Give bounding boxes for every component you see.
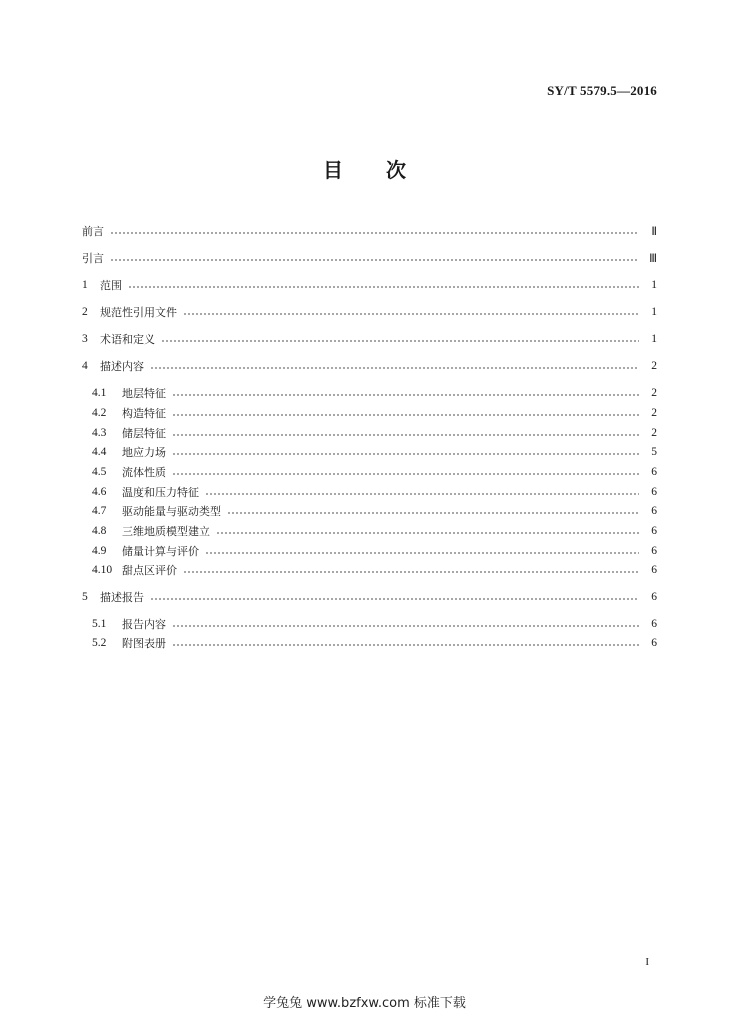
dot-leader: [161, 339, 639, 343]
toc-entry-number: 4: [82, 360, 88, 372]
page-title: 目 次: [323, 158, 406, 182]
toc-entry-page: 6: [651, 637, 657, 649]
toc-entry-number: 4.1: [92, 387, 107, 399]
toc-entry-label: 规范性引用文件: [100, 306, 177, 319]
dot-leader: [205, 492, 639, 496]
toc-entry-number: 4.6: [92, 486, 107, 498]
dot-leader: [128, 285, 639, 289]
toc-entry-number: 4.8: [92, 525, 107, 537]
toc-entry-label: 构造特征: [122, 407, 166, 420]
toc-entry-page: 6: [651, 618, 657, 630]
toc-entry-5-1[interactable]: [92, 615, 657, 633]
toc-entry-4-2[interactable]: [92, 404, 657, 422]
toc-entry-page: Ⅲ: [649, 253, 657, 265]
toc-entry-3[interactable]: [82, 330, 657, 348]
toc-entry-label: 甜点区评价: [122, 564, 177, 577]
toc-entry-number: 5.1: [92, 618, 107, 630]
toc-entry-label: 流体性质: [122, 466, 166, 479]
toc-entry-label: 三维地质模型建立: [122, 525, 210, 538]
dot-leader: [216, 531, 639, 535]
toc-entry-4-7[interactable]: [92, 502, 657, 520]
toc-entry-label: 引言: [82, 252, 104, 265]
toc-entry-4-1[interactable]: [92, 384, 657, 402]
toc-entry-5[interactable]: [82, 588, 657, 606]
toc-entry-number: 2: [82, 306, 88, 318]
toc-entry-label: 地应力场: [122, 446, 166, 459]
dot-leader: [205, 551, 639, 555]
toc-entry-label: 术语和定义: [100, 333, 155, 346]
toc-entry-4-8[interactable]: [92, 522, 657, 540]
toc-entry-number: 5: [82, 591, 88, 603]
dot-leader: [110, 258, 639, 262]
dot-leader: [172, 643, 639, 647]
toc-entry-4-9[interactable]: [92, 542, 657, 560]
toc-entry-4-3[interactable]: [92, 424, 657, 442]
toc-entry-page: 6: [651, 564, 657, 576]
toc-entry-page: Ⅱ: [651, 226, 657, 238]
toc-entry-number: 4.9: [92, 545, 107, 557]
toc-entry-page: 2: [651, 360, 657, 372]
toc-entry-number: 1: [82, 279, 88, 291]
toc-entry-label: 地层特征: [122, 387, 166, 400]
dot-leader: [227, 511, 639, 515]
toc-entry-1[interactable]: [82, 276, 657, 294]
toc-entry-number: 5.2: [92, 637, 107, 649]
toc-entry-number: 4.2: [92, 407, 107, 419]
dot-leader: [183, 570, 639, 574]
toc-entry-page: 6: [651, 486, 657, 498]
toc-entry-number: 4.7: [92, 505, 107, 517]
dot-leader: [183, 312, 639, 316]
dot-leader: [110, 231, 639, 235]
dot-leader: [172, 433, 639, 437]
toc-entry-number: 4.5: [92, 466, 107, 478]
toc-entry-page: 6: [651, 591, 657, 603]
standard-code: SY/T 5579.5—2016: [547, 83, 657, 98]
toc-entry-page: 6: [651, 525, 657, 537]
toc-entry-number: 4.3: [92, 427, 107, 439]
toc-entry-page: 2: [651, 387, 657, 399]
toc-entry-page: 1: [651, 333, 657, 345]
toc-entry-label: 前言: [82, 225, 104, 238]
toc-entry-label: 描述报告: [100, 591, 144, 604]
page-number: I: [645, 956, 649, 968]
toc-entry-number: 3: [82, 333, 88, 345]
toc-entry-label: 温度和压力特征: [122, 486, 199, 499]
dot-leader: [172, 452, 639, 456]
toc-entry-page: 6: [651, 505, 657, 517]
toc-entry-foreword[interactable]: [82, 222, 657, 240]
toc-entry-label: 描述内容: [100, 360, 144, 373]
toc-entry-5-2[interactable]: [92, 634, 657, 652]
toc-entry-label: 驱动能量与驱动类型: [122, 505, 221, 518]
toc-entry-label: 报告内容: [122, 618, 166, 631]
toc-entry-label: 储层特征: [122, 427, 166, 440]
toc-entry-page: 1: [651, 279, 657, 291]
dot-leader: [150, 366, 639, 370]
toc-entry-4-6[interactable]: [92, 483, 657, 501]
toc-entry-2[interactable]: [82, 303, 657, 321]
watermark-text: 学兔兔 www.bzfxw.com 标准下载: [263, 996, 466, 1011]
toc-entry-page: 6: [651, 466, 657, 478]
toc-entry-4[interactable]: [82, 357, 657, 375]
toc-entry-introduction[interactable]: [82, 249, 657, 267]
toc-entry-4-10[interactable]: [92, 561, 657, 579]
toc-entry-label: 附图表册: [122, 637, 166, 650]
toc-entry-page: 6: [651, 545, 657, 557]
dot-leader: [172, 472, 639, 476]
toc-entry-4-4[interactable]: [92, 443, 657, 461]
toc-entry-page: 1: [651, 306, 657, 318]
toc-entry-page: 2: [651, 407, 657, 419]
toc-entry-page: 2: [651, 427, 657, 439]
toc-entry-4-5[interactable]: [92, 463, 657, 481]
toc-entry-page: 5: [651, 446, 657, 458]
dot-leader: [172, 624, 639, 628]
toc-entry-label: 储量计算与评价: [122, 545, 199, 558]
dot-leader: [172, 393, 639, 397]
dot-leader: [150, 597, 639, 601]
toc-entry-number: 4.10: [92, 564, 113, 576]
dot-leader: [172, 413, 639, 417]
toc-entry-label: 范围: [100, 279, 122, 292]
toc-entry-number: 4.4: [92, 446, 107, 458]
